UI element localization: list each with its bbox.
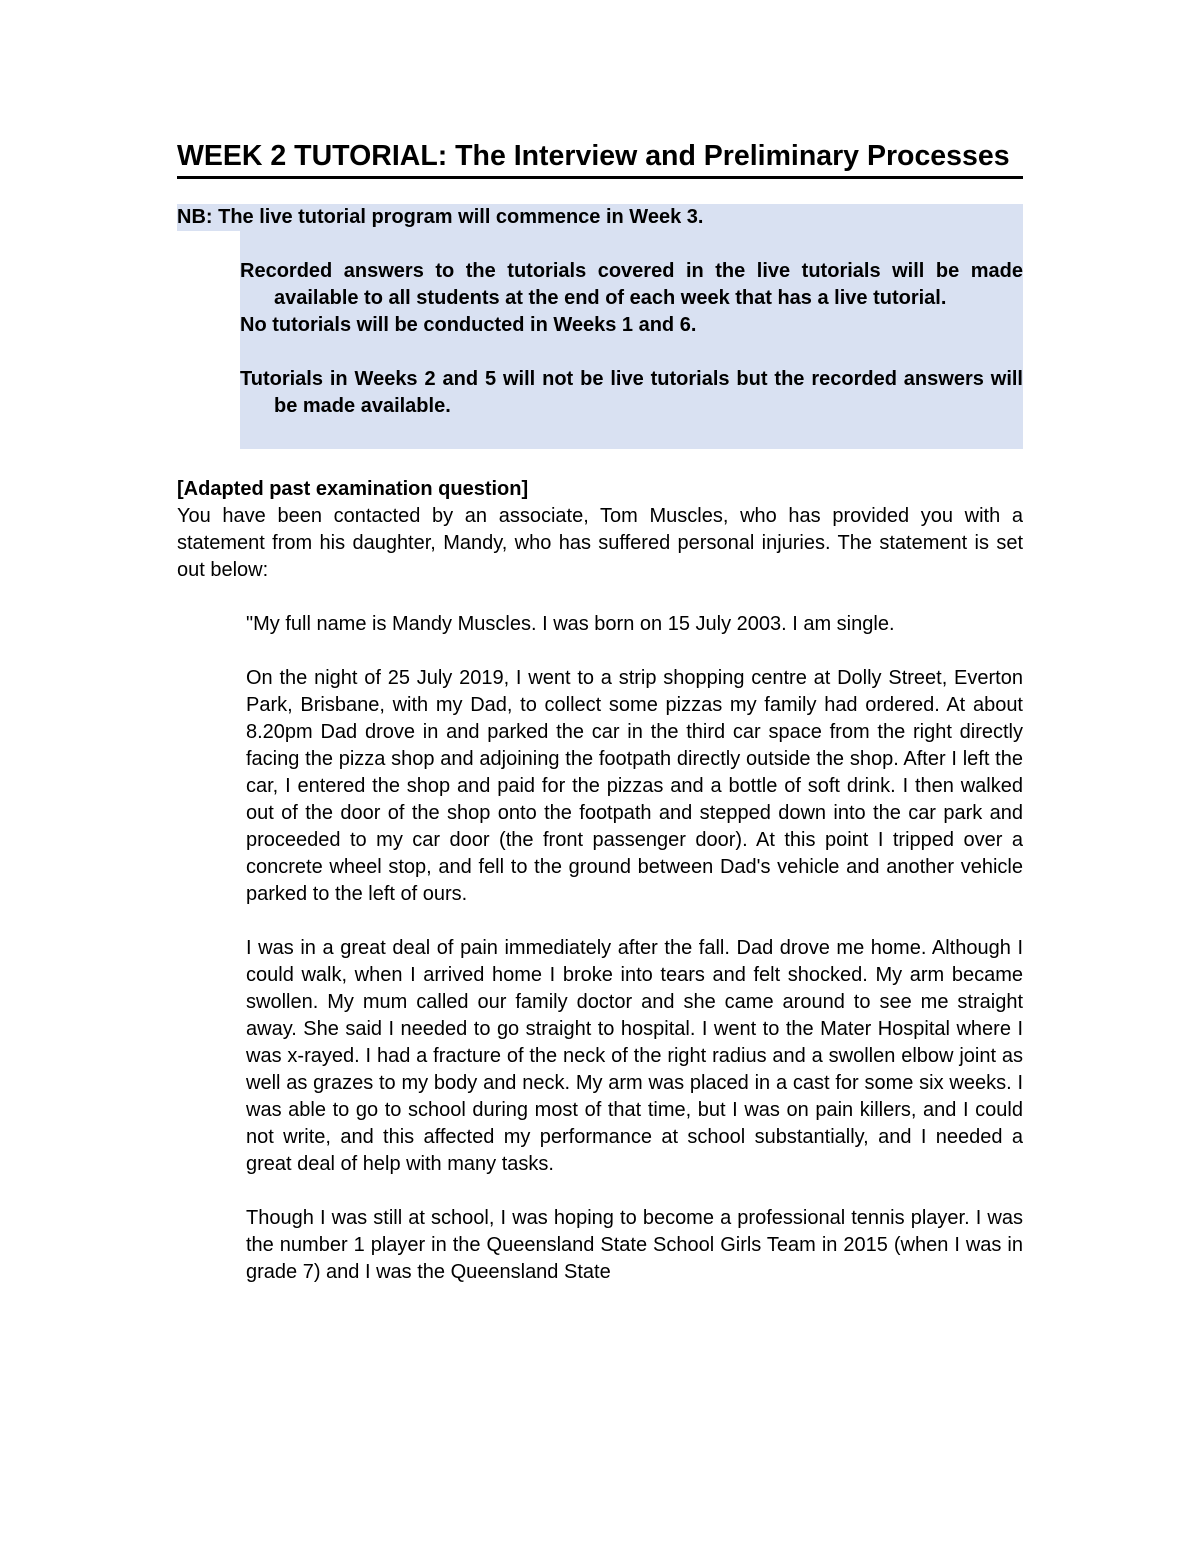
document-page: [177, 138, 1023, 1313]
statement-paragraph-identity: "My full name is Mandy Muscles. I was born on 15 July 2003. I am single.: [246, 613, 895, 635]
statement-paragraph-injuries: I was in a great deal of pain immediately after the fall. Dad drove me home. Although I could walk, when I arrived home I broke into tears and felt shocked. My arm became swollen. My mum called our family doctor and she came around to see me straight away. She said I needed to go straight to hospital. I went to the Mater Hospital where I was x-rayed. I had a fracture of the neck of the right radius and a swollen elbow joint as well as grazes to my body and neck. My arm was placed in a cast for some six weeks. I was able to go to school during most of that time, but I was on pain killers, and I could not write, and this affected my performance at school substantially, and I needed a great deal of help with many tasks.: [246, 937, 1023, 1175]
statement-block: [246, 611, 1023, 1286]
title-underline: [177, 176, 1023, 179]
section-heading: [Adapted past examination question]: [177, 478, 529, 500]
statement-paragraph-tennis: Though I was still at school, I was hoping to become a professional tennis player. I was the number 1 player in the Queensland State School Girls Team in 2015 (when I was in grade 7) and I was the Queensland State: [246, 1207, 1023, 1283]
notice-nb-line: NB: The live tutorial program will commence in Week 3.: [177, 206, 704, 228]
notice-box: [177, 204, 1023, 420]
notice-item-no-tutorials: No tutorials will be conducted in Weeks 1 and 6.: [240, 314, 697, 336]
intro-paragraph: You have been contacted by an associate, Tom Muscles, who has provided you with a statement from his daughter, Mandy, who has suffered personal injuries. The statement is set out below:: [177, 505, 1023, 581]
notice-item-weeks-2-and-5: Tutorials in Weeks 2 and 5 will not be live tutorials but the recorded answers will be made available.: [240, 368, 1023, 417]
statement-paragraph-incident: On the night of 25 July 2019, I went to a strip shopping centre at Dolly Street, Everton Park, Brisbane, with my Dad, to collect some pizzas my family had ordered. At about 8.20pm Dad drove in and parked the car in the third car space from the right directly facing the pizza shop and adjoining the footpath directly outside the shop. After I left the car, I entered the shop and paid for the pizzas and a bottle of soft drink. I then walked out of the door of the shop onto the footpath and stepped down into the car park and proceeded to my car door (the front passenger door). At this point I tripped over a concrete wheel stop, and fell to the ground between Dad's vehicle and another vehicle parked to the left of ours.: [246, 667, 1023, 905]
notice-item-recorded-answers: Recorded answers to the tutorials covered in the live tutorials will be made available to all students at the end of each week that has a live tutorial.: [240, 260, 1023, 309]
page-title: WEEK 2 TUTORIAL: The Interview and Preliminary Processes: [177, 140, 1010, 172]
